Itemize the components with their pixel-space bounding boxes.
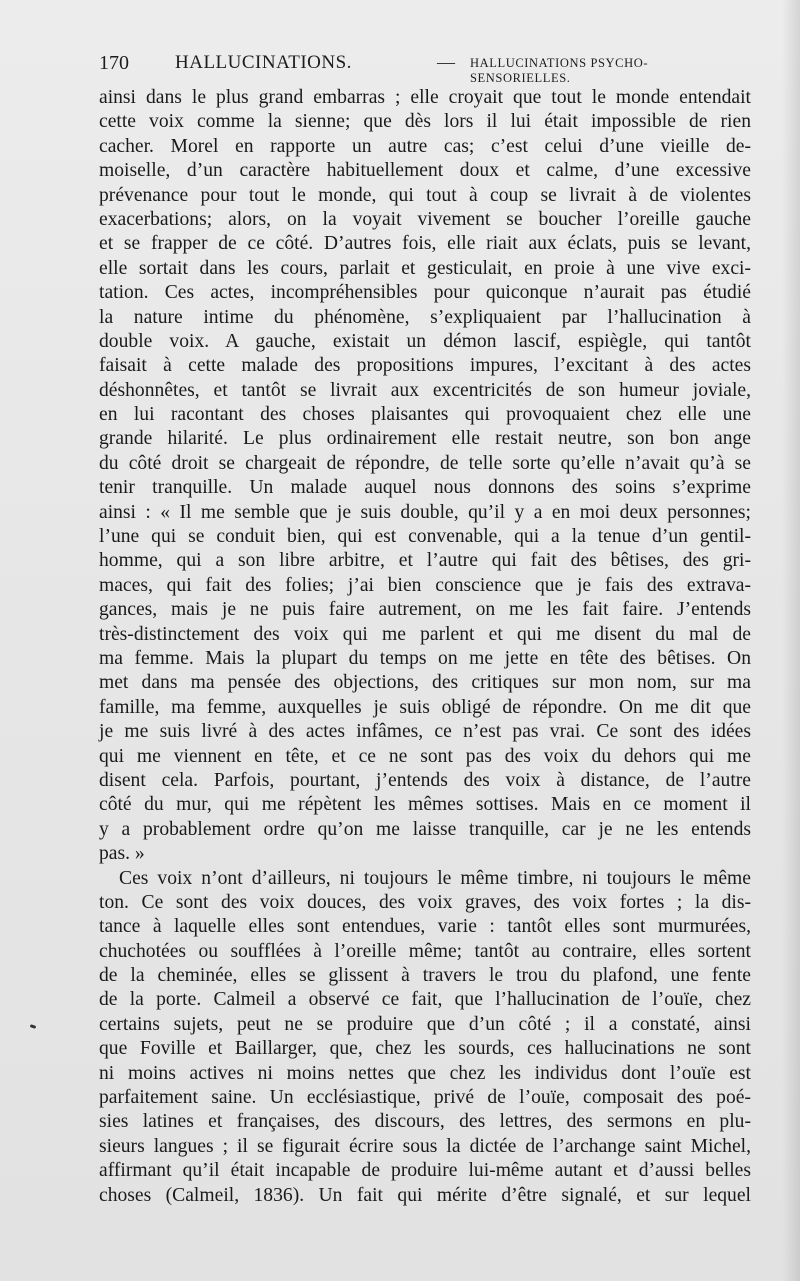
text-line: tance à laquelle elles sont entendues, varie : tantôt elles sont murmurées, [99,916,751,938]
text-line: de la porte. Calmeil a observé ce fait, que l’hallucination de l’ouïe, chez [99,989,751,1011]
text-line: sies latines et françaises, des discours, des lettres, des sermons en plu- [99,1111,751,1133]
text-line: cette voix comme la sienne; que dès lors il lui était impossible de rien [99,111,751,133]
text-line: tenir tranquille. Un malade auquel nous donnons des soins s’exprime [99,477,751,499]
text-line: exacerbations; alors, on la voyait vivement se boucher l’oreille gauche [99,208,751,230]
text-line: cacher. Morel en rapporte un autre cas; c’est celui d’une vieille de- [99,135,751,157]
text-line: double voix. A gauche, existait un démon lascif, espiègle, qui tantôt [99,330,751,352]
running-header [99,52,669,85]
text-line: du côté droit se chargeait de répondre, de telle sorte qu’elle n’avait qu’à se [99,452,751,474]
text-line: disent cela. Parfois, pourtant, j’entends des voix à distance, de l’autre [99,769,751,791]
ink-speck [30,1024,37,1029]
text-line: Ces voix n’ont d’ailleurs, ni toujours le même timbre, ni toujours le même [119,867,751,889]
text-line: parfaitement saine. Un ecclésiastique, privé de l’ouïe, composait des poé- [99,1087,751,1109]
body-text [99,86,751,1208]
text-line: la nature intime du phénomène, s’expliquaient par l’hallucination à [99,306,751,328]
text-line: maces, qui fait des folies; j’ai bien conscience que je fais des extrava- [99,574,751,596]
text-line: y a probablement ordre qu’on me laisse tranquille, car je ne les entends [99,818,751,840]
running-subtitle: HALLUCINATIONS PSYCHO-SENSORIELLES. [470,56,649,85]
running-title: HALLUCINATIONS. [175,52,352,73]
text-line: que Foville et Baillarger, que, chez les sourds, ces hallucinations ne sont [99,1038,751,1060]
header-separator: — [437,52,455,72]
page-number: 170 [99,52,129,74]
text-line: moiselle, d’un caractère habituellement doux et calme, d’une excessive [99,160,751,182]
text-line: ma femme. Mais la plupart du temps on me jette en tête des bêtises. On [99,647,751,669]
text-line: sieurs langues ; il se figurait écrire sous la dictée de l’archange saint Michel, [99,1135,751,1157]
text-line: gances, mais je ne puis faire autrement, on me les fait faire. J’entends [99,599,751,621]
text-line: de la cheminée, elles se glissent à travers le trou du plafond, une fente [99,965,751,987]
page-edge-shadow [782,0,800,1281]
text-line: chuchotées ou soufflées à l’oreille même; tantôt au contraire, elles sortent [99,940,751,962]
text-line: je me suis livré à des actes infâmes, ce n’est pas vrai. Ce sont des idées [99,721,751,743]
text-line: tation. Ces actes, incompréhensibles pour quiconque n’aurait pas étudié [99,282,751,304]
text-line: déshonnêtes, et tantôt se livrait aux excentricités de son humeur joviale, [99,379,751,401]
text-line: ton. Ce sont des voix douces, des voix graves, des voix fortes ; la dis- [99,891,751,913]
text-line: prévenance pour tout le monde, qui tout à coup se livrait à de violentes [99,184,751,206]
text-line: l’une qui se conduit bien, qui est convenable, qui a la tenue d’un gentil- [99,526,751,548]
text-line: côté du mur, qui me répètent les mêmes sottises. Mais en ce moment il [99,794,751,816]
text-line: homme, qui a son libre arbitre, et l’autre qui fait des bêtises, des gri- [99,550,751,572]
text-line: faisait à cette malade des propositions impures, l’excitant à des actes [99,355,751,377]
text-line: affirmant qu’il était incapable de produire lui-même autant et d’aussi belles [99,1160,751,1182]
text-line: famille, ma femme, auxquelles je suis obligé de répondre. On me dit que [99,696,751,718]
text-line: qui me viennent en tête, et ce ne sont pas des voix du dehors qui me [99,745,751,767]
text-line: choses (Calmeil, 1836). Un fait qui mérite d’être signalé, et sur lequel [99,1184,751,1206]
text-line: très-distinctement des voix qui me parlent et qui me disent du mal de [99,623,751,645]
text-line: ainsi dans le plus grand embarras ; elle croyait que tout le monde entendait [99,87,751,108]
text-line: ni moins actives ni moins nettes que chez les individus dont l’ouïe est [99,1062,751,1084]
text-line: et se frapper de ce côté. D’autres fois, elle riait aux éclats, puis se levant, [99,233,751,255]
text-line: elle sortait dans les cours, parlait et gesticulait, en proie à une vive exci- [99,257,751,279]
text-line: pas. » [99,843,145,865]
text-line: ainsi : « Il me semble que je suis double, qu’il y a en moi deux personnes; [99,501,751,523]
text-line: certains sujets, peut ne se produire que d’un côté ; il a constaté, ainsi [99,1013,751,1035]
text-line: met dans ma pensée des objections, des critiques sur mon nom, sur ma [99,672,751,694]
text-line: en lui racontant des choses plaisantes qui provoquaient chez elle une [99,404,751,426]
text-line: grande hilarité. Le plus ordinairement elle restait neutre, son bon ange [99,428,751,450]
